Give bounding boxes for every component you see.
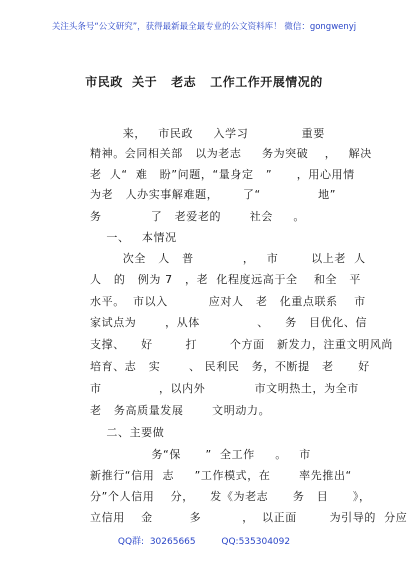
- body-line: 来， 市民政 入学习 重要: [90, 127, 325, 140]
- body-line: 新推行“信用 志 ”工作模式，在 率先推出“: [90, 469, 352, 482]
- section-heading: 一、 本情况: [90, 231, 177, 244]
- header-note: 关注头条号“公文研究”，获得最新最全最专业的公文资料库！ 微信：gongwenyj: [51, 22, 357, 32]
- body-line: 立信用 金 多 ， 以正面 为引导的 分应: [90, 511, 408, 524]
- body-line: 水平。 市以入 应对人 老 化重点联系 市: [90, 295, 366, 308]
- body-line: 分”个人信用 分， 发《为老志 务 目 》，: [90, 490, 371, 503]
- body-line: 为老 人办实事解难题， 了“ 地”: [90, 188, 337, 201]
- body-line: 培育、志 实 、 民利民 务，不断提 老 好: [90, 360, 370, 373]
- body-line: 市 ，以内外 市文明热土，为全市: [90, 382, 359, 395]
- body-line: 人 的 例为 7 ，老 化程度远高于全 和全 平: [90, 273, 362, 286]
- body-line: 务 了 老爱老的 社会 。: [90, 210, 306, 223]
- body-line: 次全 人 普 ， 市 以上老 人: [90, 252, 366, 265]
- body-line: 务“保 ” 全工作 。 市: [90, 448, 311, 461]
- body-line: 老 人“ 难 盼”问题，“量身定 ” ，用心用情: [90, 168, 355, 181]
- section-heading: 二、主要做: [90, 426, 165, 439]
- body-line: 精神。会同相关部 以为老志 务为突破 ， 解决: [90, 147, 372, 160]
- body-line: 家试点为 ，从体 、 务 目优化、信: [90, 316, 368, 329]
- document-title: 市民政 关于 老志 工作工作开展情况的: [85, 75, 323, 89]
- footer-contacts: QQ群: 30265665 QQ:535304092: [117, 537, 291, 547]
- body-line: 支撑、 好 打 个方面 新发力，注重文明风尚: [90, 338, 394, 351]
- body-line: 老 务高质量发展 文明动力。: [90, 404, 271, 417]
